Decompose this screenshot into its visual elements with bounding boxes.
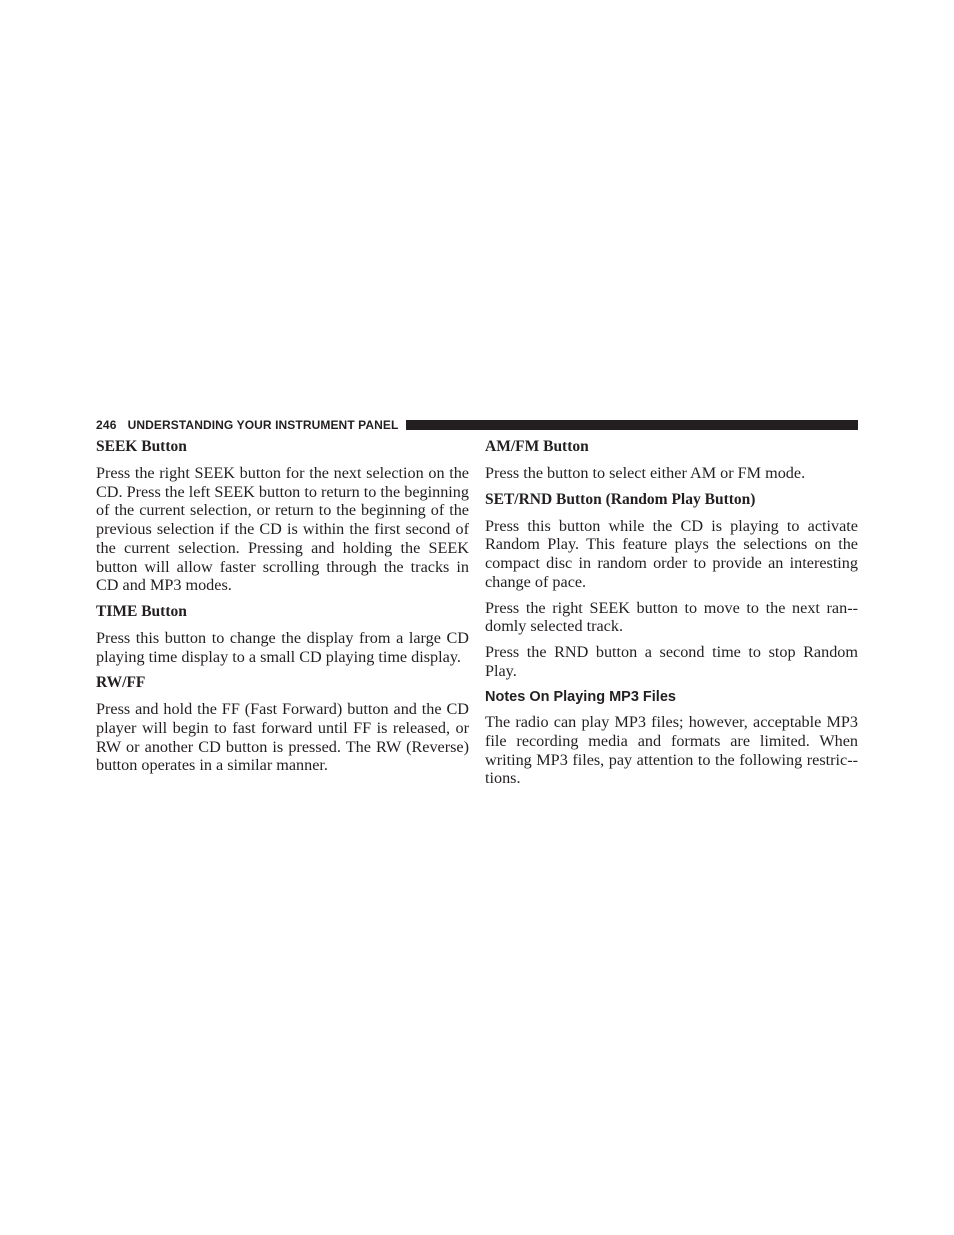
- setrnd-text-1: Press this button while the CD is playing to activate Random Play. This feature plays the selections on the compact disc in random order to provide an interesting change of pace.: [485, 516, 858, 591]
- setrnd-button-heading: SET/RND Button (Random Play Button): [485, 490, 756, 508]
- section-title: UNDERSTANDING YOUR INSTRUMENT PANEL: [127, 417, 399, 432]
- mp3-notes-text: The radio can play MP3 files; however, acceptable MP3 file recording media and formats are limited. When writing MP3 files, pay attention to the following restric-tions.: [485, 713, 858, 788]
- page-number: 246: [96, 417, 117, 432]
- right-column: [485, 437, 858, 795]
- time-button-text: Press this button to change the display from a large CD playing time display to a small CD playing time display.: [96, 628, 469, 666]
- amfm-button-heading: AM/FM Button: [485, 438, 589, 455]
- time-button-heading: TIME Button: [96, 602, 187, 620]
- page-header: [96, 417, 858, 432]
- seek-button-text: Press the right SEEK button for the next selection on the CD. Press the left SEEK button to return to the beginning of the current selection, or return to the beginning of the previous selection if the CD is within the first second of the current selection. Pressing and holding the SEEK button will allow faster scrolling through the tracks in CD and MP3 modes.: [96, 464, 469, 595]
- seek-button-heading: SEEK Button: [96, 438, 187, 455]
- rwff-heading: RW/FF: [96, 674, 146, 692]
- mp3-notes-heading: Notes On Playing MP3 Files: [485, 689, 676, 706]
- setrnd-text-3: Press the RND button a second time to stop Random Play.: [485, 642, 858, 680]
- setrnd-text-2: Press the right SEEK button to move to the next ran-domly selected track.: [485, 598, 858, 636]
- rwff-text: Press and hold the FF (Fast Forward) button and the CD player will begin to fast forward until FF is released, or RW or another CD button is pressed. The RW (Reverse) button operates in a similar manner.: [96, 700, 469, 775]
- left-column: [96, 437, 469, 782]
- amfm-button-text: Press the button to select either AM or FM mode.: [485, 464, 806, 482]
- header-rule: [406, 420, 858, 430]
